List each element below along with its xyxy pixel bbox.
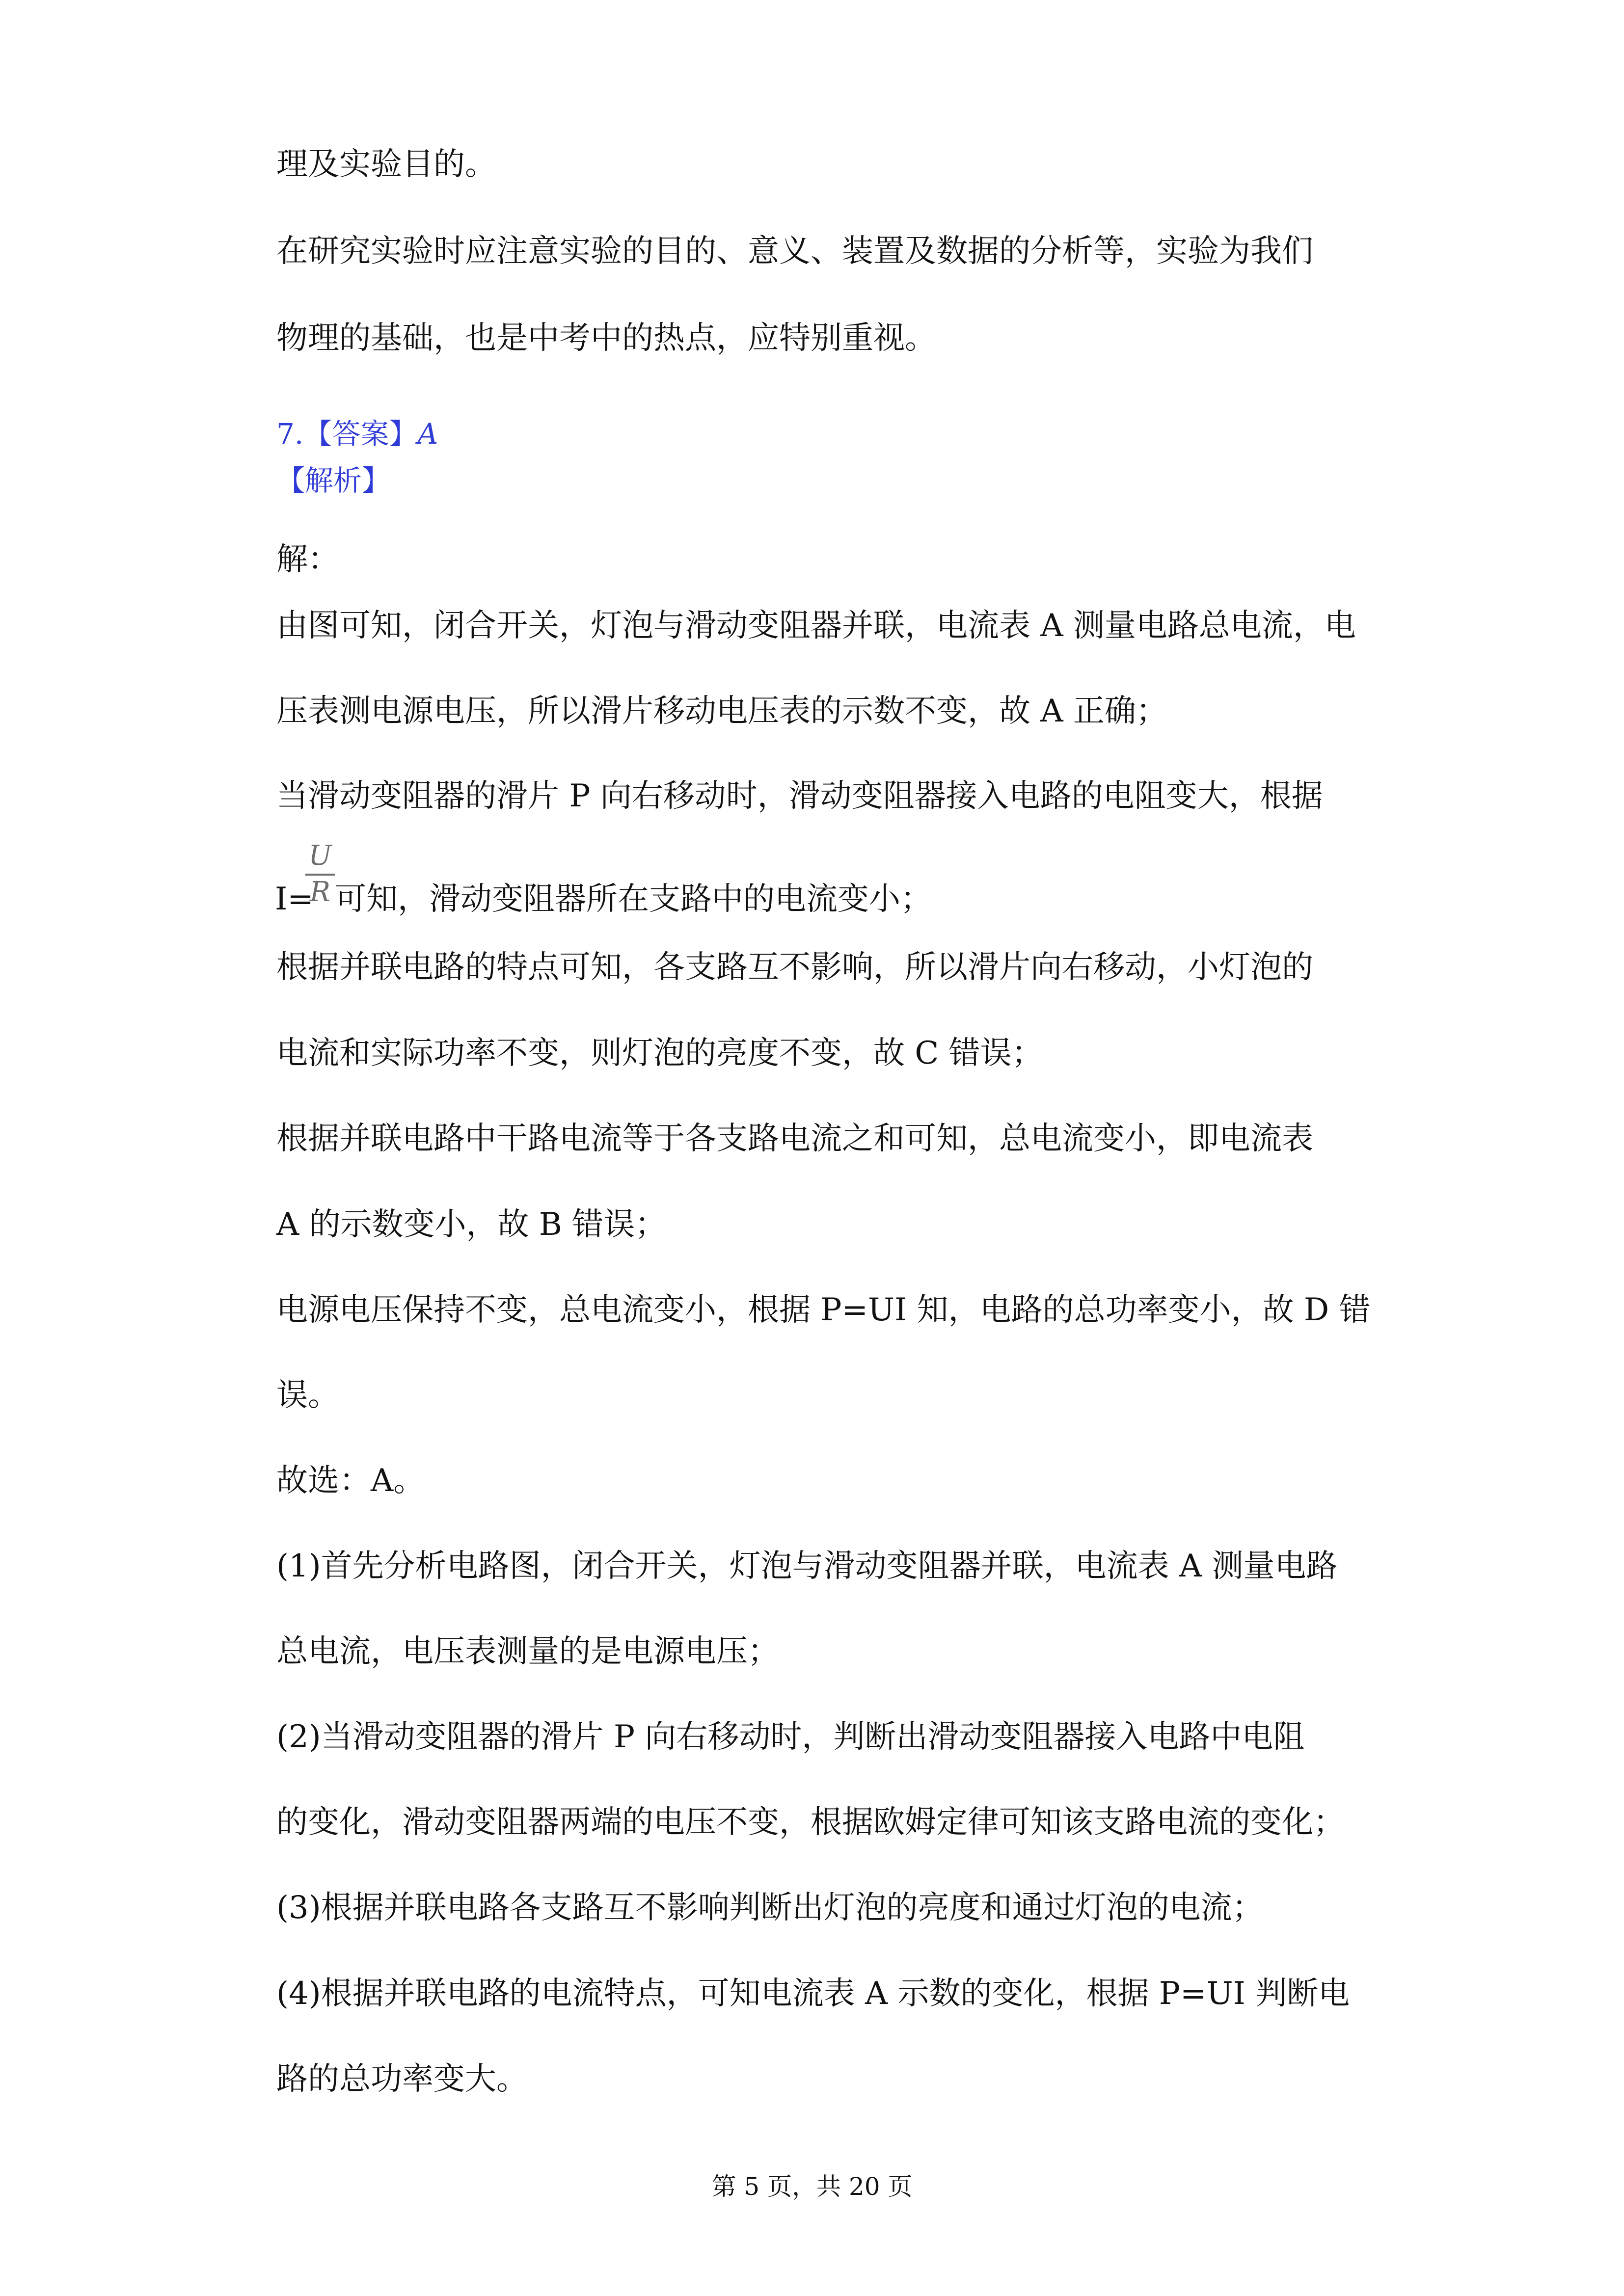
answer-value: A xyxy=(417,417,438,451)
question-number: 7. xyxy=(276,417,304,451)
solution-line: (2)当滑动变阻器的滑片 P 向右移动时，判断出滑动变阻器接入电路中电阻 xyxy=(276,1719,1305,1755)
solution-line: 根据并联电路的特点可知，各支路互不影响，所以滑片向右移动，小灯泡的 xyxy=(276,949,1313,986)
fraction-numerator: U xyxy=(308,840,332,872)
solution-line: 总电流，电压表测量的是电源电压； xyxy=(276,1633,779,1670)
solution-line: A 的示数变小，故 B 错误； xyxy=(276,1206,667,1243)
answer-header xyxy=(276,417,438,451)
solution-line: 当滑动变阻器的滑片 P 向右移动时，滑动变阻器接入电路的电阻变大，根据 xyxy=(276,778,1323,814)
solution-line: 电源电压保持不变，总电流变小，根据 P=UI 知，电路的总功率变小，故 D 错 xyxy=(276,1292,1371,1328)
solution-line: 可知，滑动变阻器所在支路中的电流变小； xyxy=(335,881,932,917)
formula-prefix: I= xyxy=(275,881,314,917)
solution-line: 路的总功率变大。 xyxy=(276,2061,528,2097)
page-footer: 第 5 页，共 20 页 xyxy=(711,2172,913,2201)
paragraph-line: 理及实验目的。 xyxy=(276,146,496,183)
solution-line: 压表测电源电压，所以滑片移动电压表的示数不变，故 A 正确； xyxy=(276,693,1167,729)
solution-line: 的变化，滑动变阻器两端的电压不变，根据欧姆定律可知该支路电流的变化； xyxy=(276,1804,1345,1841)
fraction-bar xyxy=(305,874,335,876)
solution-line: 误。 xyxy=(276,1377,339,1414)
analysis-tag: 【解析】 xyxy=(276,464,391,497)
solution-line: 由图可知，闭合开关，灯泡与滑动变阻器并联，电流表 A 测量电路总电流，电 xyxy=(276,608,1356,644)
solution-label: 解： xyxy=(276,541,339,578)
solution-line: 根据并联电路中干路电流等于各支路电流之和可知，总电流变小，即电流表 xyxy=(276,1121,1313,1157)
paragraph-line: 在研究实验时应注意实验的目的、意义、装置及数据的分析等，实验为我们 xyxy=(276,233,1313,269)
solution-line: (4)根据并联电路的电流特点，可知电流表 A 示数的变化，根据 P=UI 判断电 xyxy=(276,1976,1350,2012)
paragraph-line: 物理的基础，也是中考中的热点，应特别重视。 xyxy=(276,320,936,356)
solution-line: 电流和实际功率不变，则灯泡的亮度不变，故 C 错误； xyxy=(276,1035,1043,1071)
solution-line: (3)根据并联电路各支路互不影响判断出灯泡的亮度和通过灯泡的电流； xyxy=(276,1890,1264,1926)
solution-line: 故选：A。 xyxy=(276,1463,425,1499)
solution-line: (1)首先分析电路图，闭合开关，灯泡与滑动变阻器并联，电流表 A 测量电路 xyxy=(276,1548,1338,1584)
answer-tag: 【答案】 xyxy=(303,417,418,451)
fraction-denominator: R xyxy=(309,876,331,908)
